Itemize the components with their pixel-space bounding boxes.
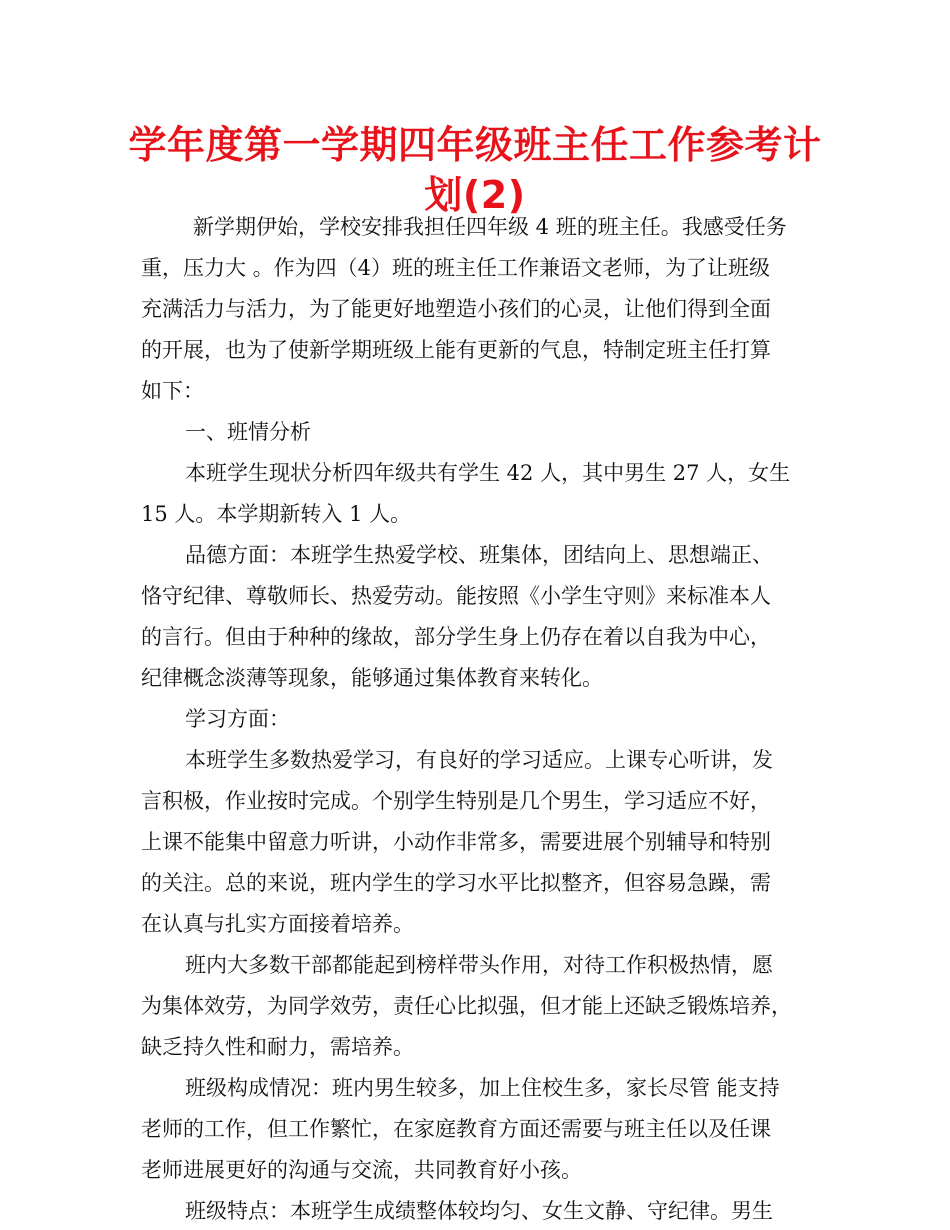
title-line-1: 学年度第一学期四年级班主任工作参考计 — [128, 123, 822, 167]
paragraph-line: 班内大多数干部都能起到榜样带头作用，对待工作积极热情，愿 — [185, 953, 773, 977]
paragraph-line: 充满活力与活力，为了能更好地塑造小孩们的心灵，让他们得到全面 — [141, 297, 771, 321]
paragraph-line: 重，压力大 。作为四（4）班的班主任工作兼语文老师，为了让班级 — [141, 256, 771, 280]
title-line-2: 划(2) — [424, 173, 526, 217]
paragraph-line: 新学期伊始，学校安排我担任四年级 4 班的班主任。我感受任务 — [193, 215, 787, 239]
paragraph-line: 老师的工作，但工作繁忙，在家庭教育方面还需要与班主任以及任课 — [141, 1117, 771, 1141]
paragraph-line: 恪守纪律、尊敬师长、热爱劳动。能按照《小学生守则》来标准本人 — [141, 584, 771, 608]
document-title — [120, 120, 830, 220]
paragraph-line: 上课不能集中留意力听讲，小动作非常多，需要进展个别辅导和特别 — [141, 830, 771, 854]
paragraph-line: 如下： — [141, 379, 204, 403]
section-heading: 一、班情分析 — [185, 420, 311, 444]
paragraph-line: 的开展，也为了使新学期班级上能有更新的气息，特制定班主任打算 — [141, 338, 771, 362]
paragraph-line: 学习方面： — [185, 707, 290, 731]
paragraph-line: 班级构成情况：班内男生较多，加上住校生多，家长尽管 能支持 — [185, 1076, 780, 1100]
paragraph-line: 缺乏持久性和耐力，需培养。 — [141, 1035, 414, 1059]
paragraph-line: 纪律概念淡薄等现象，能够通过集体教育来转化。 — [141, 666, 603, 690]
document-body — [141, 210, 813, 1229]
paragraph-line: 品德方面：本班学生热爱学校、班集体，团结向上、思想端正、 — [185, 543, 773, 567]
paragraph-line: 本班学生现状分析四年级共有学生 42 人，其中男生 27 人，女生 — [185, 461, 791, 485]
paragraph-line: 的关注。总的来说，班内学生的学习水平比拟整齐，但容易急躁，需 — [141, 871, 771, 895]
paragraph-line: 班级特点：本班学生成绩整体较均匀、女生文静、守纪律。男生 — [185, 1199, 773, 1223]
paragraph-line: 的言行。但由于种种的缘故，部分学生身上仍存在着以自我为中心， — [141, 625, 771, 649]
paragraph-line: 老师进展更好的沟通与交流，共同教育好小孩。 — [141, 1158, 582, 1182]
paragraph-line: 为集体效劳，为同学效劳，责任心比拟强，但才能上还缺乏锻炼培养， — [141, 994, 792, 1018]
paragraph-line: 15 人。本学期新转入 1 人。 — [141, 502, 412, 526]
paragraph-line: 在认真与扎实方面接着培养。 — [141, 912, 414, 936]
paragraph-line: 本班学生多数热爱学习，有良好的学习适应。上课专心听讲，发 — [185, 748, 773, 772]
paragraph-line: 言积极，作业按时完成。个别学生特别是几个男生，学习适应不好， — [141, 789, 771, 813]
